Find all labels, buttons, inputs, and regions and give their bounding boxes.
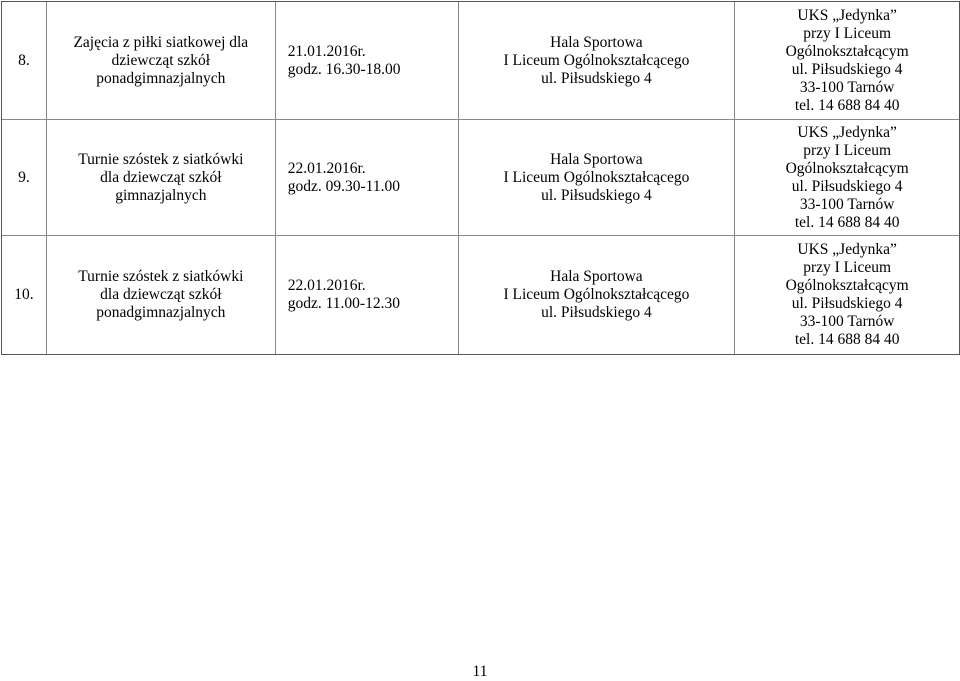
- event-time: godz. 11.00-12.30: [287, 295, 400, 312]
- organizer-line: ul. Piłsudskiego 4: [791, 177, 903, 195]
- schedule-table: [1, 1, 960, 355]
- organizer-line: ul. Piłsudskiego 4: [791, 60, 903, 78]
- organizer-line: ul. Piłsudskiego 4: [791, 295, 903, 312]
- organizer-line: Ogólnokształcącym: [785, 42, 909, 60]
- organizer-cell: [735, 120, 959, 236]
- event-date: 21.01.2016r.: [287, 42, 366, 60]
- event-date-cell: [276, 2, 459, 120]
- event-place-cell: [459, 120, 736, 236]
- event-name-cell: [47, 236, 276, 354]
- event-place-cell: [459, 236, 736, 354]
- event-time: godz. 09.30-11.00: [287, 177, 400, 195]
- organizer-line: przy I Liceum: [803, 259, 892, 276]
- event-name-cell: [47, 2, 276, 120]
- event-name-line: ponadgimnazjalnych: [96, 304, 226, 321]
- organizer-cell: [735, 236, 959, 354]
- row-number-cell: [2, 2, 47, 120]
- event-name-line: Turnie szóstek z siatkówki: [78, 268, 244, 285]
- row-number: 9.: [18, 168, 30, 186]
- event-date: 22.01.2016r.: [287, 277, 366, 294]
- row-number-cell: [2, 236, 47, 354]
- event-place-cell: [459, 2, 736, 120]
- event-name-cell: [47, 120, 276, 236]
- organizer-line: 33-100 Tarnów: [799, 313, 895, 330]
- event-place-line: I Liceum Ogólnokształcącego: [503, 168, 690, 186]
- event-date: 22.01.2016r.: [287, 159, 366, 177]
- organizer-line: Ogólnokształcącym: [785, 159, 909, 177]
- organizer-line: 33-100 Tarnów: [799, 78, 895, 96]
- event-date-cell: [276, 236, 459, 354]
- organizer-line: UKS „Jedynka”: [797, 241, 897, 258]
- event-name-line: ponadgimnazjalnych: [96, 69, 226, 87]
- row-number-cell: [2, 120, 47, 236]
- schedule-body: [2, 2, 959, 354]
- organizer-line: 33-100 Tarnów: [799, 195, 895, 213]
- event-name-line: dla dziewcząt szkół: [100, 286, 222, 303]
- event-place-line: Hala Sportowa: [550, 33, 643, 51]
- event-place-line: ul. Piłsudskiego 4: [541, 186, 652, 204]
- organizer-line: UKS „Jedynka”: [797, 123, 897, 141]
- organizer-line: tel. 14 688 84 40: [794, 331, 900, 348]
- event-place-line: ul. Piłsudskiego 4: [541, 69, 652, 87]
- organizer-line: przy I Liceum: [803, 24, 892, 42]
- event-date-cell: [276, 120, 459, 236]
- organizer-line: przy I Liceum: [803, 141, 892, 159]
- page-number: 11: [472, 663, 488, 680]
- event-time: godz. 16.30-18.00: [287, 60, 401, 78]
- event-name-line: Turnie szóstek z siatkówki: [78, 150, 244, 168]
- event-name-line: dla dziewcząt szkół: [100, 168, 222, 186]
- table-row: [2, 236, 959, 354]
- event-name-line: dziewcząt szkół: [111, 51, 211, 69]
- event-name-line: Zajęcia z piłki siatkowej dla: [73, 33, 249, 51]
- row-number: 8.: [18, 51, 30, 69]
- organizer-line: UKS „Jedynka”: [797, 6, 897, 24]
- event-place-line: Hala Sportowa: [550, 268, 643, 285]
- event-name-line: gimnazjalnych: [115, 186, 207, 204]
- organizer-cell: [735, 2, 959, 120]
- row-number: 10.: [14, 286, 34, 303]
- organizer-line: tel. 14 688 84 40: [794, 213, 900, 231]
- event-place-line: I Liceum Ogólnokształcącego: [503, 286, 690, 303]
- event-place-line: ul. Piłsudskiego 4: [541, 304, 652, 321]
- event-place-line: Hala Sportowa: [550, 150, 643, 168]
- organizer-line: tel. 14 688 84 40: [794, 96, 900, 114]
- table-row: [2, 2, 959, 120]
- organizer-line: Ogólnokształcącym: [785, 277, 909, 294]
- event-place-line: I Liceum Ogólnokształcącego: [503, 51, 690, 69]
- table-row: [2, 120, 959, 236]
